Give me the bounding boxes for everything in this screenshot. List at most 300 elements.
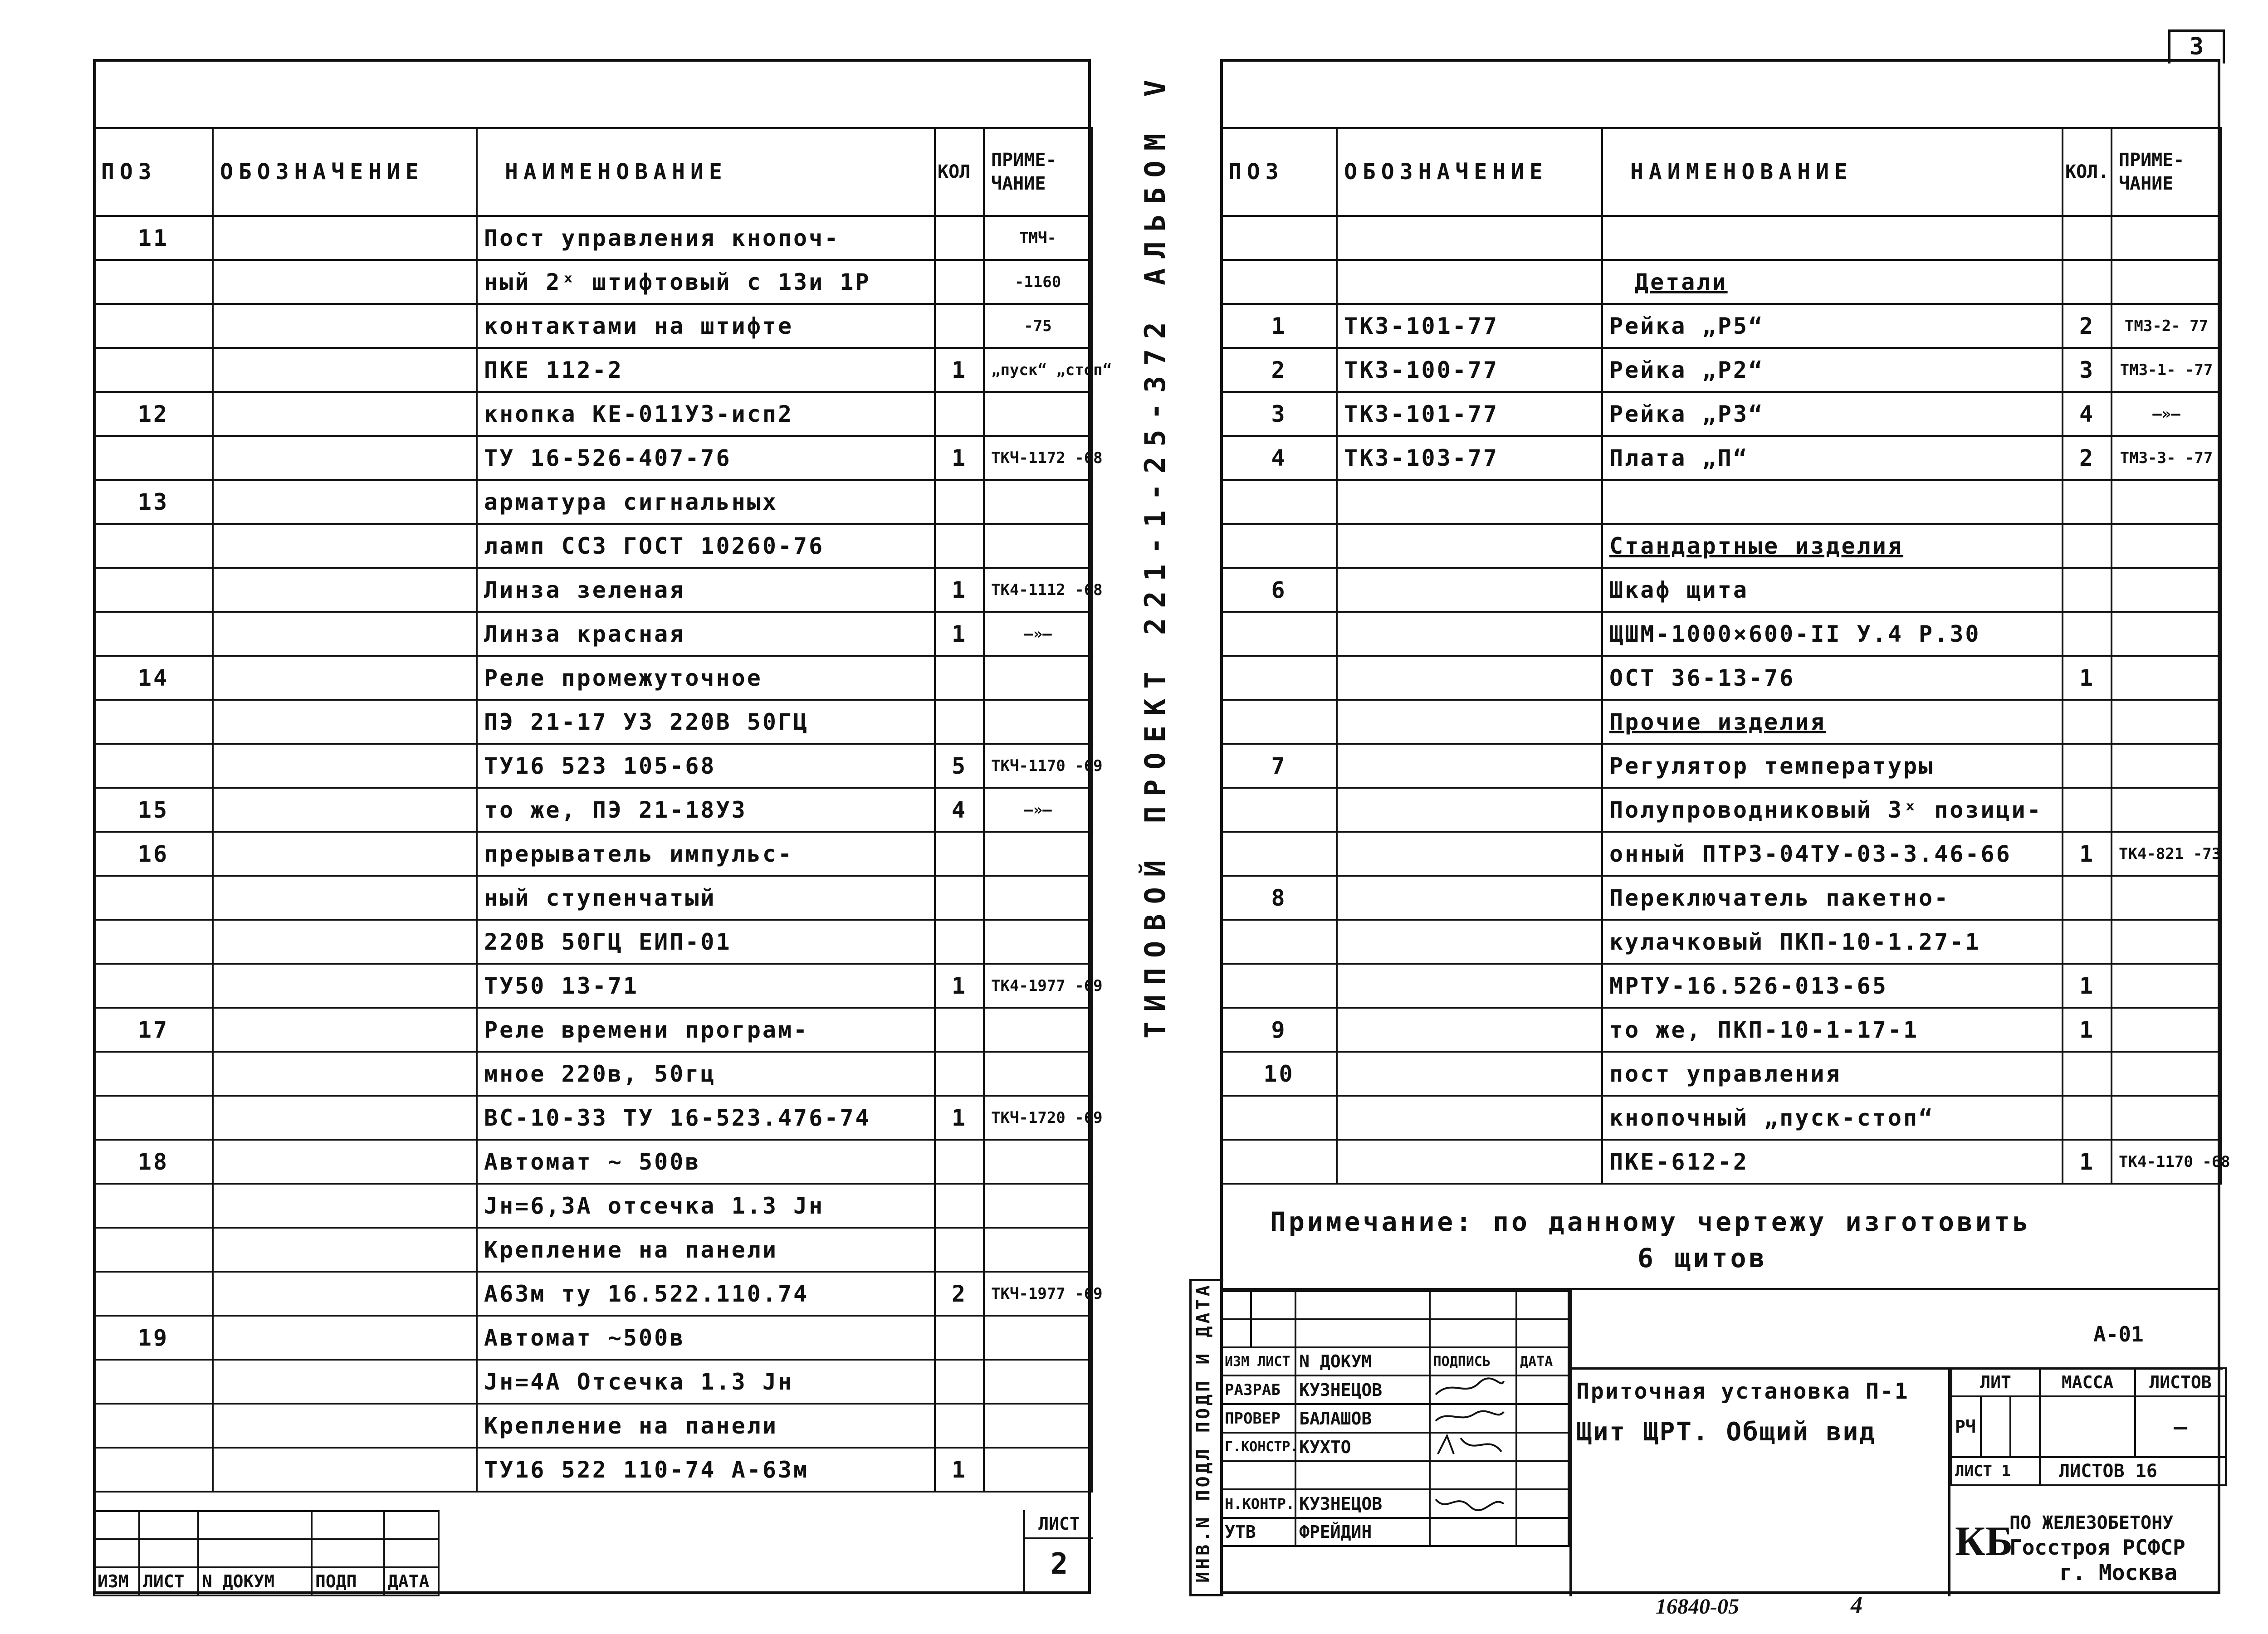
- table-row: [1221, 1096, 2221, 1140]
- cell-qty: 1: [2063, 1140, 2112, 1184]
- cell-name: прерыватель импульс-: [477, 832, 935, 876]
- cell-qty: [935, 876, 984, 920]
- table-row: [94, 1140, 1092, 1184]
- table-row: [94, 1404, 1092, 1448]
- cell-note: [2112, 1008, 2221, 1052]
- table-row: [1221, 612, 2221, 656]
- cell-qty: [2063, 788, 2112, 832]
- cell-pos: 3: [1221, 392, 1337, 436]
- cell-des: [213, 1184, 477, 1228]
- cell-des: [213, 1008, 477, 1052]
- cell-des: [1337, 1008, 1602, 1052]
- cell-qty: 1: [935, 1448, 984, 1492]
- table-row: [1221, 1008, 2221, 1052]
- cell-qty: [935, 1008, 984, 1052]
- tb-head-doc: N ДОКУМ: [1295, 1347, 1429, 1375]
- tb-head-izm: ИЗМ ЛИСТ: [1221, 1347, 1295, 1375]
- cell-name: Рейка „Р2“: [1602, 348, 2063, 392]
- cell-pos: [94, 260, 213, 304]
- cell-qty: [935, 920, 984, 964]
- doc-code: А-01: [2093, 1322, 2144, 1346]
- cell-pos: [94, 964, 213, 1008]
- cell-note: [984, 1228, 1092, 1272]
- stamp-head-doc: N ДОКУМ: [198, 1567, 312, 1595]
- cell-note: [2112, 964, 2221, 1008]
- title-main-area: [1569, 1290, 2223, 1596]
- right-spec-table: [1220, 127, 2230, 1185]
- tb-name-4: КУЗНЕЦОВ: [1295, 1489, 1429, 1518]
- cell-des: [213, 612, 477, 656]
- table-row: [94, 1096, 1092, 1140]
- cell-qty: 1: [2063, 656, 2112, 700]
- tb-name-2: КУХТО: [1295, 1433, 1429, 1461]
- cell-qty: [2063, 260, 2112, 304]
- cell-name: Стандартные изделия: [1602, 524, 2063, 568]
- cell-des: [1337, 1052, 1602, 1096]
- tb-role-0: РАЗРАБ: [1221, 1375, 1295, 1404]
- cell-name: Полупроводниковый 3ˣ позици-: [1602, 788, 2063, 832]
- cell-des: [1337, 216, 1602, 260]
- cell-des: [213, 1360, 477, 1404]
- cell-pos: [94, 1052, 213, 1096]
- table-row: [94, 700, 1092, 744]
- cell-qty: 1: [2063, 1008, 2112, 1052]
- table-row: [1221, 436, 2221, 480]
- cell-des: [1337, 700, 1602, 744]
- table-row: [94, 656, 1092, 700]
- cell-note: [984, 656, 1092, 700]
- cell-note: [984, 832, 1092, 876]
- tb-name-0: КУЗНЕЦОВ: [1295, 1375, 1429, 1404]
- signature: [1430, 1433, 1517, 1461]
- cell-name: Рейка „Р3“: [1602, 392, 2063, 436]
- cell-qty: 1: [935, 1096, 984, 1140]
- cell-name: ный 2ˣ штифтовый с 13и 1Р: [477, 260, 935, 304]
- cell-name: Шкаф щита: [1602, 568, 2063, 612]
- cell-name: ный ступенчатый: [477, 876, 935, 920]
- cell-des: [213, 216, 477, 260]
- cell-name: ТУ 16-526-407-76: [477, 436, 935, 480]
- cell-name: Рейка „Р5“: [1602, 304, 2063, 348]
- cell-name: ТУ16 522 110-74 А-63м: [477, 1448, 935, 1492]
- cell-name: кнопочный „пуск-стоп“: [1602, 1096, 2063, 1140]
- cell-note: [2112, 700, 2221, 744]
- left-spec-table: [93, 127, 1112, 1493]
- cell-name: Автомат ~ 500в: [477, 1140, 935, 1184]
- cell-pos: [1221, 700, 1337, 744]
- col-header-pos: ПОЗ: [94, 128, 213, 216]
- cell-des: [213, 700, 477, 744]
- cell-des: [213, 480, 477, 524]
- sheets-total: ЛИСТОВ 16: [2040, 1457, 2226, 1485]
- table-row: [94, 832, 1092, 876]
- cell-name: ТУ16 523 105-68: [477, 744, 935, 788]
- sheet-label: ЛИСТ 1: [1951, 1457, 2040, 1485]
- tb-role-1: ПРОВЕР: [1221, 1404, 1295, 1433]
- col-header-designation: ОБОЗНАЧЕНИЕ: [213, 128, 477, 216]
- drawing-note-line1: Примечание: по данному чертежу изготовить: [1270, 1206, 2031, 1237]
- cell-des: [213, 304, 477, 348]
- cell-note: [984, 920, 1092, 964]
- cell-des: [1337, 744, 1602, 788]
- cell-qty: [2063, 524, 2112, 568]
- cell-qty: [935, 656, 984, 700]
- cell-qty: 2: [2063, 304, 2112, 348]
- cell-name: ПКЕ 112-2: [477, 348, 935, 392]
- cell-qty: [935, 1316, 984, 1360]
- cell-note: [2112, 656, 2221, 700]
- cell-name: то же, ПКП-10-1-17-1: [1602, 1008, 2063, 1052]
- cell-pos: [94, 876, 213, 920]
- tb-role-5: УТВ: [1221, 1518, 1295, 1546]
- col-header-qty: КОЛ: [935, 128, 984, 216]
- cell-note: [2112, 920, 2221, 964]
- tb-name-5: ФРЕЙДИН: [1295, 1518, 1429, 1546]
- table-row: [94, 304, 1092, 348]
- cell-pos: [1221, 216, 1337, 260]
- title-block: [1220, 1288, 2220, 1596]
- cell-note: [984, 392, 1092, 436]
- table-row: [1221, 700, 2221, 744]
- table-row: [94, 392, 1092, 436]
- cell-name: Реле времени програм-: [477, 1008, 935, 1052]
- cell-qty: 1: [935, 612, 984, 656]
- organization-line2: Госстроя РСФСР: [2009, 1535, 2185, 1560]
- title-block-grid: [1220, 1290, 1569, 1547]
- col-header-name: НАИМЕНОВАНИЕ: [477, 128, 935, 216]
- sheets-count-dash: —: [2135, 1396, 2226, 1457]
- cell-pos: 16: [94, 832, 213, 876]
- drawing-title-line1: Приточная установка П-1: [1576, 1379, 1909, 1404]
- lit-mass-table: [1950, 1367, 2227, 1486]
- cell-qty: [2063, 920, 2112, 964]
- cell-note: ТК4-1112 -68: [984, 568, 1092, 612]
- cell-qty: 1: [2063, 964, 2112, 1008]
- cell-note: ТК4-1977 -69: [984, 964, 1092, 1008]
- cell-qty: [2063, 876, 2112, 920]
- cell-des: ТК3-103-77: [1337, 436, 1602, 480]
- cell-pos: 17: [94, 1008, 213, 1052]
- cell-des: [1337, 920, 1602, 964]
- cell-name: Автомат ~500в: [477, 1316, 935, 1360]
- table-row: [94, 1228, 1092, 1272]
- table-row: [94, 1272, 1092, 1316]
- table-row: [1221, 832, 2221, 876]
- cell-name: А63м ту 16.522.110.74: [477, 1272, 935, 1316]
- cell-note: [984, 480, 1092, 524]
- cell-qty: [2063, 612, 2112, 656]
- cell-qty: 1: [2063, 832, 2112, 876]
- cell-note: ТКЧ-1720 -69: [984, 1096, 1092, 1140]
- cell-qty: [935, 1360, 984, 1404]
- col-header-pos: ПОЗ: [1221, 128, 1337, 216]
- cell-qty: 3: [2063, 348, 2112, 392]
- cell-name: пост управления: [1602, 1052, 2063, 1096]
- cell-des: [213, 568, 477, 612]
- cell-pos: [94, 744, 213, 788]
- table-row: [1221, 480, 2221, 524]
- cell-des: ТК3-101-77: [1337, 392, 1602, 436]
- cell-des: [213, 1052, 477, 1096]
- cell-name: Прочие изделия: [1602, 700, 2063, 744]
- signature: [1430, 1375, 1517, 1404]
- corner-number-box: [2168, 29, 2225, 63]
- cell-qty: [935, 1184, 984, 1228]
- cell-name: то же, ПЭ 21-18У3: [477, 788, 935, 832]
- cell-pos: [94, 1272, 213, 1316]
- cell-pos: 14: [94, 656, 213, 700]
- cell-qty: [935, 832, 984, 876]
- cell-pos: [94, 304, 213, 348]
- cell-name: ПЭ 21-17 У3 220В 50ГЦ: [477, 700, 935, 744]
- cell-name: Jн=6,3А отсечка 1.3 Jн: [477, 1184, 935, 1228]
- cell-des: [1337, 1096, 1602, 1140]
- cell-qty: [935, 260, 984, 304]
- cell-pos: 19: [94, 1316, 213, 1360]
- cell-des: [1337, 524, 1602, 568]
- cell-note: [2112, 524, 2221, 568]
- cell-note: [984, 700, 1092, 744]
- cell-note: [2112, 568, 2221, 612]
- cell-qty: 1: [935, 436, 984, 480]
- cell-des: [1337, 788, 1602, 832]
- table-row: [94, 524, 1092, 568]
- stamp-head-date: ДАТА: [384, 1567, 439, 1595]
- table-row: [1221, 304, 2221, 348]
- table-row: [1221, 260, 2221, 304]
- cell-pos: 7: [1221, 744, 1337, 788]
- cell-note: ТК4-821 -73: [2112, 832, 2221, 876]
- cell-pos: 1: [1221, 304, 1337, 348]
- table-row: [1221, 876, 2221, 920]
- col-header-note: ПРИМЕ-ЧАНИЕ: [2112, 128, 2221, 216]
- table-row: [94, 480, 1092, 524]
- cell-qty: 1: [935, 348, 984, 392]
- table-row: [94, 920, 1092, 964]
- corner-number: 3: [2189, 33, 2204, 60]
- cell-note: [2112, 1096, 2221, 1140]
- cell-pos: [94, 524, 213, 568]
- table-row: [94, 436, 1092, 480]
- tb-role-4: Н.КОНТР.: [1221, 1489, 1295, 1518]
- cell-note: [2112, 876, 2221, 920]
- cell-note: [984, 1404, 1092, 1448]
- left-sheet-number-box: [1023, 1510, 1093, 1592]
- cell-pos: [94, 700, 213, 744]
- cell-qty: [935, 1140, 984, 1184]
- cell-name: ламп ССЗ ГОСТ 10260-76: [477, 524, 935, 568]
- cell-pos: 15: [94, 788, 213, 832]
- table-row: [1221, 1140, 2221, 1184]
- cell-note: ТМ3-3- -77: [2112, 436, 2221, 480]
- cell-note: ТМЧ-: [984, 216, 1092, 260]
- cell-note: —»—: [984, 612, 1092, 656]
- cell-pos: [94, 568, 213, 612]
- cell-qty: [935, 216, 984, 260]
- organization-logo: КБ: [1955, 1518, 2013, 1564]
- cell-pos: [1221, 964, 1337, 1008]
- cell-des: [213, 744, 477, 788]
- cell-pos: 12: [94, 392, 213, 436]
- mass-value: [2040, 1396, 2135, 1457]
- signature: [1430, 1404, 1517, 1433]
- cell-des: [213, 1272, 477, 1316]
- cell-pos: 18: [94, 1140, 213, 1184]
- cell-qty: [2063, 216, 2112, 260]
- cell-qty: [2063, 1096, 2112, 1140]
- cell-qty: [2063, 700, 2112, 744]
- cell-pos: [1221, 260, 1337, 304]
- stamp-head-sign: ПОДП: [312, 1567, 384, 1595]
- cell-name: Крепление на панели: [477, 1228, 935, 1272]
- cell-note: [2112, 744, 2221, 788]
- cell-qty: 1: [935, 964, 984, 1008]
- cell-name: Линза зеленая: [477, 568, 935, 612]
- table-row: [1221, 392, 2221, 436]
- cell-des: [213, 1316, 477, 1360]
- cell-name: ПКЕ-612-2: [1602, 1140, 2063, 1184]
- tb-name-1: БАЛАШОВ: [1295, 1404, 1429, 1433]
- cell-pos: [94, 1184, 213, 1228]
- cell-qty: [935, 700, 984, 744]
- table-row: [1221, 1052, 2221, 1096]
- cell-pos: 8: [1221, 876, 1337, 920]
- cell-name: мное 220в, 50гц: [477, 1052, 935, 1096]
- cell-name: Плата „П“: [1602, 436, 2063, 480]
- cell-pos: [94, 1096, 213, 1140]
- cell-pos: 11: [94, 216, 213, 260]
- cell-note: [984, 1360, 1092, 1404]
- cell-name: Детали: [1602, 260, 2063, 304]
- bottom-stamp: 16840-05: [1656, 1595, 1739, 1619]
- cell-pos: [1221, 788, 1337, 832]
- cell-name: Jн=4А Отсечка 1.3 Jн: [477, 1360, 935, 1404]
- cell-pos: [1221, 524, 1337, 568]
- cell-des: [213, 260, 477, 304]
- cell-qty: 5: [935, 744, 984, 788]
- table-row: [94, 568, 1092, 612]
- left-sheet-number: 2: [1050, 1547, 1068, 1581]
- cell-des: [1337, 1140, 1602, 1184]
- cell-note: ТМ3-1- -77: [2112, 348, 2221, 392]
- cell-name: Пост управления кнопоч-: [477, 216, 935, 260]
- cell-qty: [2063, 1052, 2112, 1096]
- left-sheet-label: ЛИСТ: [1025, 1510, 1093, 1539]
- cell-des: [213, 1140, 477, 1184]
- cell-qty: [2063, 744, 2112, 788]
- sheets-label: ЛИСТОВ: [2135, 1368, 2226, 1396]
- cell-des: [213, 920, 477, 964]
- cell-pos: [94, 1228, 213, 1272]
- cell-name: [1602, 480, 2063, 524]
- drawing-title-line2: Щит ЩРТ. Общий вид: [1576, 1417, 1876, 1447]
- cell-qty: 4: [935, 788, 984, 832]
- cell-name: Реле промежуточное: [477, 656, 935, 700]
- cell-note: [984, 1316, 1092, 1360]
- cell-pos: 9: [1221, 1008, 1337, 1052]
- cell-des: [213, 436, 477, 480]
- table-row: [1221, 744, 2221, 788]
- col-header-name: НАИМЕНОВАНИЕ: [1602, 128, 2063, 216]
- cell-pos: [94, 612, 213, 656]
- cell-des: ТК3-100-77: [1337, 348, 1602, 392]
- cell-note: [2112, 1052, 2221, 1096]
- organization-line1: ПО ЖЕЛЕЗОБЕТОНУ: [2009, 1512, 2174, 1533]
- cell-note: ТКЧ-1977 -69: [984, 1272, 1092, 1316]
- cell-pos: [94, 436, 213, 480]
- cell-note: ТКЧ-1172 -68: [984, 436, 1092, 480]
- cell-note: [984, 1008, 1092, 1052]
- cell-des: [1337, 260, 1602, 304]
- cell-note: ТКЧ-1170 -69: [984, 744, 1092, 788]
- table-row: [94, 216, 1092, 260]
- cell-qty: [2063, 568, 2112, 612]
- cell-qty: 4: [2063, 392, 2112, 436]
- table-row: [94, 1316, 1092, 1360]
- signature: [1430, 1489, 1517, 1518]
- cell-des: [213, 788, 477, 832]
- left-header-blank: [93, 59, 1091, 129]
- cell-qty: 2: [2063, 436, 2112, 480]
- cell-qty: [935, 1228, 984, 1272]
- cell-pos: [1221, 612, 1337, 656]
- cell-pos: [1221, 480, 1337, 524]
- cell-pos: [94, 920, 213, 964]
- cell-name: контактами на штифте: [477, 304, 935, 348]
- table-row: [94, 744, 1092, 788]
- cell-name: кулачковый ПКП-10-1.27-1: [1602, 920, 2063, 964]
- table-row: [94, 964, 1092, 1008]
- cell-name: Регулятор температуры: [1602, 744, 2063, 788]
- cell-name: арматура сигнальных: [477, 480, 935, 524]
- cell-name: 220В 50ГЦ ЕИП-01: [477, 920, 935, 964]
- cell-note: [984, 524, 1092, 568]
- cell-pos: [1221, 920, 1337, 964]
- project-vertical-label: ТИПОВОЙ ПРОЕКТ 221-1-25-372 АЛЬБОМ V: [1139, 70, 1172, 1039]
- cell-des: [213, 1404, 477, 1448]
- table-row: [94, 1448, 1092, 1492]
- left-stamp: [93, 1510, 440, 1596]
- organization-line3: г. Москва: [2059, 1560, 2178, 1585]
- cell-pos: [94, 1404, 213, 1448]
- table-row: [94, 260, 1092, 304]
- cell-pos: [1221, 832, 1337, 876]
- cell-pos: [1221, 1140, 1337, 1184]
- cell-name: [1602, 216, 2063, 260]
- cell-pos: [94, 1360, 213, 1404]
- cell-des: [213, 876, 477, 920]
- cell-pos: 10: [1221, 1052, 1337, 1096]
- table-row: [1221, 920, 2221, 964]
- table-row: [94, 1360, 1092, 1404]
- table-row: [1221, 348, 2221, 392]
- cell-des: [213, 1096, 477, 1140]
- cell-des: [213, 656, 477, 700]
- cell-pos: 13: [94, 480, 213, 524]
- cell-name: Крепление на панели: [477, 1404, 935, 1448]
- lit-value: РЧ: [1951, 1396, 1981, 1457]
- cell-name: ВС-10-33 ТУ 16-523.476-74: [477, 1096, 935, 1140]
- stamp-head-list: ЛИСТ: [139, 1567, 198, 1595]
- table-row: [1221, 964, 2221, 1008]
- cell-qty: 1: [935, 568, 984, 612]
- col-header-designation: ОБОЗНАЧЕНИЕ: [1337, 128, 1602, 216]
- table-row: [1221, 216, 2221, 260]
- cell-note: [2112, 260, 2221, 304]
- cell-qty: 2: [935, 1272, 984, 1316]
- cell-qty: [935, 480, 984, 524]
- cell-name: ЩШМ-1000×600-II У.4 Р.30: [1602, 612, 2063, 656]
